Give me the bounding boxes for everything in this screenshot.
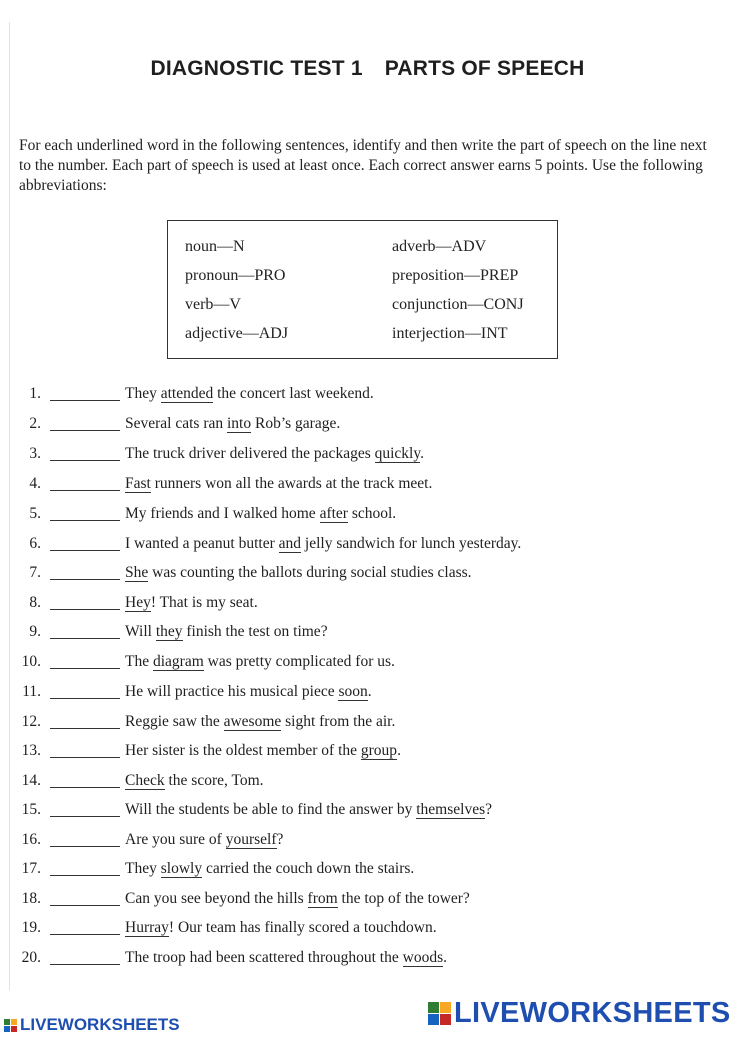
answer-blank[interactable] [50,490,120,491]
answer-blank[interactable] [50,905,120,906]
liveworksheets-icon [4,1019,17,1032]
question-item: 11. He will practice his musical piece soon. [22,683,372,700]
question-item: 12. Reggie saw the awesome sight from the air. [21,713,396,730]
abbr-interjection: interjection—INT [392,325,508,342]
question-item: 4. Fast runners won all the awards at the track meet. [29,475,433,492]
question-item: 3. The truck driver delivered the packages quickly. [29,445,424,462]
brand-text: LIVEWORKSHEETS [454,997,731,1029]
underlined-word: after [319,505,348,522]
abbr-adverb: adverb—ADV [392,238,487,255]
liveworksheets-logo-small[interactable] [4,1015,180,1035]
answer-blank[interactable] [50,609,120,610]
underlined-word: Hey [125,594,151,611]
question-item: 6. I wanted a peanut butter and jelly sandwich for lunch yesterday. [29,535,522,552]
answer-blank[interactable] [50,638,120,639]
abbr-noun: noun—N [185,238,245,255]
question-item: 14. Check the score, Tom. [21,772,264,789]
question-item: 20. The troop had been scattered throughout the woods. [21,949,447,966]
abbr-pronoun: pronoun—PRO [185,267,286,284]
underlined-word: awesome [223,713,282,730]
answer-blank[interactable] [50,550,120,551]
question-item: 7. She was counting the ballots during social studies class. [29,564,472,581]
underlined-word: from [307,890,338,907]
page-title [0,57,735,81]
title-test: DIAGNOSTIC TEST 1 [150,57,363,80]
question-item: 15. Will the students be able to find the answer by themselves? [21,801,492,818]
underlined-word: diagram [152,653,204,670]
question-item: 8. Hey! That is my seat. [29,594,258,611]
answer-blank[interactable] [50,816,120,817]
answer-blank[interactable] [50,846,120,847]
answer-blank[interactable] [50,668,120,669]
underlined-word: slowly [160,860,203,877]
underlined-word: they [155,623,183,640]
underlined-word: soon [338,683,368,700]
abbr-verb: verb—V [185,296,241,313]
abbr-conjunction: conjunction—CONJ [392,296,524,313]
question-item: 18. Can you see beyond the hills from the top of the tower? [21,890,470,907]
answer-blank[interactable] [50,520,120,521]
answer-blank[interactable] [50,460,120,461]
abbr-preposition: preposition—PREP [392,267,519,284]
answer-blank[interactable] [50,875,120,876]
question-item: 19. Hurray! Our team has finally scored a touchdown. [21,919,437,936]
underlined-word: themselves [416,801,486,818]
question-item: 5. My friends and I walked home after school. [29,505,397,522]
question-item: 10. The diagram was pretty complicated for us. [21,653,395,670]
question-item: 17. They slowly carried the couch down the stairs. [21,860,415,877]
answer-blank[interactable] [50,934,120,935]
underlined-word: attended [160,385,214,402]
answer-blank[interactable] [50,964,120,965]
liveworksheets-logo-large[interactable] [428,997,731,1030]
underlined-word: Fast [125,475,151,492]
abbr-adjective: adjective—ADJ [185,325,289,342]
instructions: For each underlined word in the following sentences, identify and then write the part of speech on the line next to the number. Each part of speech is used at least once. Each correct answer earns 5 points. Use the following abbreviations: [19,137,707,194]
underlined-word: woods [402,949,444,966]
underlined-word: group [360,742,398,759]
answer-blank[interactable] [50,430,120,431]
underlined-word: She [125,564,149,581]
answer-blank[interactable] [50,400,120,401]
question-item: 13. Her sister is the oldest member of the group. [21,742,401,759]
underlined-word: Hurray [125,919,169,936]
answer-blank[interactable] [50,728,120,729]
answer-blank[interactable] [50,787,120,788]
answer-blank[interactable] [50,579,120,580]
answer-blank[interactable] [50,757,120,758]
brand-text: LIVEWORKSHEETS [20,1015,180,1034]
question-item: 16. Are you sure of yourself? [21,831,284,848]
question-item: 1. They attended the concert last weekend. [29,385,374,402]
underlined-word: quickly [374,445,421,462]
underlined-word: yourself [225,831,277,848]
underlined-word: and [278,535,302,552]
underlined-word: Check [125,772,165,789]
title-topic: PARTS OF SPEECH [384,57,585,80]
underlined-word: into [227,415,252,432]
abbreviation-box [167,220,558,359]
liveworksheets-icon [428,1002,451,1025]
question-item: 2. Several cats ran into Rob’s garage. [29,415,341,432]
answer-blank[interactable] [50,698,120,699]
question-item: 9. Will they finish the test on time? [29,623,328,640]
